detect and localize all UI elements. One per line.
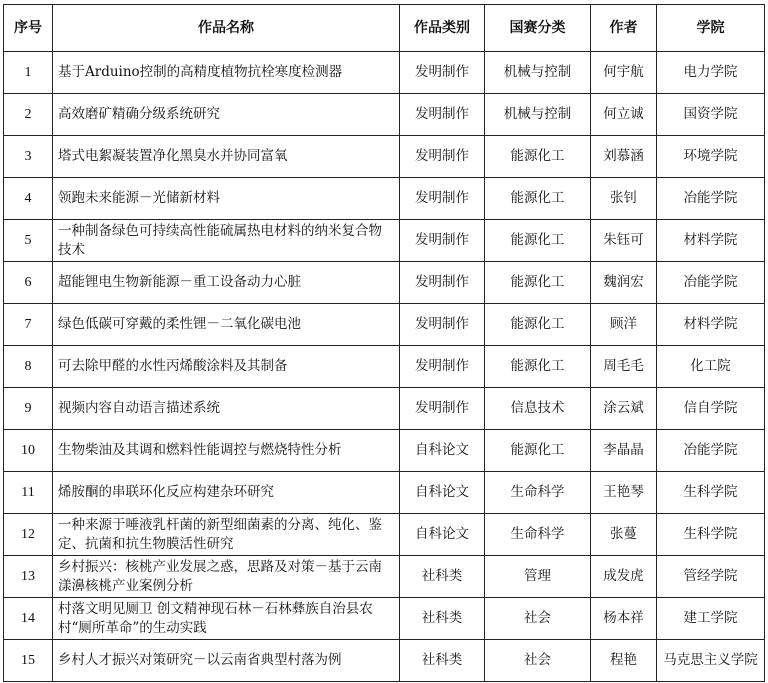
table-row — [4, 304, 765, 346]
cell-title: 高效磨矿精确分级系统研究 — [53, 94, 400, 136]
cell-index: 3 — [4, 136, 53, 178]
cell-college: 国资学院 — [657, 94, 765, 136]
header-college: 学院 — [657, 5, 765, 52]
cell-index: 12 — [4, 514, 53, 556]
cell-national-class: 信息技术 — [485, 388, 591, 430]
header-national-class: 国赛分类 — [485, 5, 591, 52]
cell-national-class: 机械与控制 — [485, 94, 591, 136]
cell-national-class: 管理 — [485, 556, 591, 598]
table-row — [4, 598, 765, 640]
cell-index: 1 — [4, 52, 53, 94]
cell-category: 自科论文 — [400, 472, 485, 514]
cell-title: 可去除甲醛的水性丙烯酸涂料及其制备 — [53, 346, 400, 388]
cell-author: 顾洋 — [591, 304, 657, 346]
table-body — [4, 52, 765, 682]
cell-category: 发明制作 — [400, 304, 485, 346]
header-author: 作者 — [591, 5, 657, 52]
cell-index: 15 — [4, 640, 53, 682]
cell-national-class: 社会 — [485, 598, 591, 640]
cell-title: 视频内容自动语言描述系统 — [53, 388, 400, 430]
works-table — [3, 4, 765, 682]
cell-author: 何立诚 — [591, 94, 657, 136]
cell-national-class: 能源化工 — [485, 430, 591, 472]
cell-author: 朱钰可 — [591, 220, 657, 262]
cell-author: 成发虎 — [591, 556, 657, 598]
cell-national-class: 社会 — [485, 640, 591, 682]
table-row — [4, 178, 765, 220]
cell-national-class: 生命科学 — [485, 472, 591, 514]
cell-category: 发明制作 — [400, 262, 485, 304]
cell-author: 刘慕涵 — [591, 136, 657, 178]
cell-national-class: 生命科学 — [485, 514, 591, 556]
cell-college: 建工学院 — [657, 598, 765, 640]
cell-index: 11 — [4, 472, 53, 514]
cell-college: 材料学院 — [657, 220, 765, 262]
cell-national-class: 能源化工 — [485, 178, 591, 220]
table-row — [4, 472, 765, 514]
header-category: 作品类别 — [400, 5, 485, 52]
cell-category: 发明制作 — [400, 346, 485, 388]
cell-title: 一种来源于唾液乳杆菌的新型细菌素的分离、纯化、鉴定、抗菌和抗生物膜活性研究 — [53, 514, 400, 556]
table-row — [4, 388, 765, 430]
cell-title: 乡村振兴：核桃产业发展之惑，思路及对策－基于云南漾濞核桃产业案例分析 — [53, 556, 400, 598]
cell-index: 9 — [4, 388, 53, 430]
cell-author: 周毛毛 — [591, 346, 657, 388]
cell-college: 生科学院 — [657, 514, 765, 556]
cell-index: 7 — [4, 304, 53, 346]
cell-title: 乡村人才振兴对策研究－以云南省典型村落为例 — [53, 640, 400, 682]
cell-national-class: 能源化工 — [485, 304, 591, 346]
cell-college: 环境学院 — [657, 136, 765, 178]
cell-title: 超能锂电生物新能源－重工设备动力心脏 — [53, 262, 400, 304]
cell-category: 自科论文 — [400, 430, 485, 472]
cell-national-class: 能源化工 — [485, 220, 591, 262]
cell-national-class: 能源化工 — [485, 262, 591, 304]
cell-college: 信自学院 — [657, 388, 765, 430]
cell-title: 村落文明见厕卫 创文精神现石林－石林彝族自治县农村“厕所革命”的生动实践 — [53, 598, 400, 640]
cell-title: 一种制备绿色可持续高性能硫属热电材料的纳米复合物技术 — [53, 220, 400, 262]
cell-college: 冶能学院 — [657, 262, 765, 304]
cell-title: 基于Arduino控制的高精度植物抗栓寒度检测器 — [53, 52, 400, 94]
cell-national-class: 能源化工 — [485, 136, 591, 178]
cell-title: 绿色低碳可穿戴的柔性锂－二氧化碳电池 — [53, 304, 400, 346]
cell-college: 管经学院 — [657, 556, 765, 598]
table-header-row — [4, 5, 765, 52]
cell-college: 电力学院 — [657, 52, 765, 94]
cell-category: 发明制作 — [400, 136, 485, 178]
cell-index: 14 — [4, 598, 53, 640]
table-row — [4, 94, 765, 136]
table-row — [4, 556, 765, 598]
cell-author: 王艳琴 — [591, 472, 657, 514]
cell-category: 社科类 — [400, 598, 485, 640]
table-row — [4, 52, 765, 94]
cell-category: 社科类 — [400, 640, 485, 682]
cell-index: 8 — [4, 346, 53, 388]
table-row — [4, 640, 765, 682]
cell-title: 领跑未来能源－光储新材料 — [53, 178, 400, 220]
cell-author: 张钊 — [591, 178, 657, 220]
table-row — [4, 262, 765, 304]
cell-category: 发明制作 — [400, 388, 485, 430]
cell-college: 化工院 — [657, 346, 765, 388]
cell-title: 生物柴油及其调和燃料性能调控与燃烧特性分析 — [53, 430, 400, 472]
cell-author: 李晶晶 — [591, 430, 657, 472]
cell-college: 冶能学院 — [657, 178, 765, 220]
cell-college: 材料学院 — [657, 304, 765, 346]
cell-index: 2 — [4, 94, 53, 136]
cell-author: 杨本祥 — [591, 598, 657, 640]
cell-index: 10 — [4, 430, 53, 472]
cell-college: 马克思主义学院 — [657, 640, 765, 682]
cell-category: 发明制作 — [400, 52, 485, 94]
cell-author: 张蔓 — [591, 514, 657, 556]
header-title: 作品名称 — [53, 5, 400, 52]
cell-national-class: 机械与控制 — [485, 52, 591, 94]
table-row — [4, 220, 765, 262]
cell-author: 何宇航 — [591, 52, 657, 94]
header-index: 序号 — [4, 5, 53, 52]
cell-national-class: 能源化工 — [485, 346, 591, 388]
cell-author: 程艳 — [591, 640, 657, 682]
cell-title: 烯胺酮的串联环化反应构建杂环研究 — [53, 472, 400, 514]
cell-author: 涂云斌 — [591, 388, 657, 430]
table-row — [4, 514, 765, 556]
cell-category: 发明制作 — [400, 178, 485, 220]
cell-index: 6 — [4, 262, 53, 304]
cell-category: 发明制作 — [400, 220, 485, 262]
cell-college: 冶能学院 — [657, 430, 765, 472]
cell-category: 自科论文 — [400, 514, 485, 556]
table-row — [4, 346, 765, 388]
cell-category: 社科类 — [400, 556, 485, 598]
table-row — [4, 136, 765, 178]
cell-college: 生科学院 — [657, 472, 765, 514]
cell-index: 4 — [4, 178, 53, 220]
table-row — [4, 430, 765, 472]
cell-index: 5 — [4, 220, 53, 262]
cell-title: 塔式电絮凝装置净化黑臭水并协同富氧 — [53, 136, 400, 178]
cell-author: 魏润宏 — [591, 262, 657, 304]
cell-index: 13 — [4, 556, 53, 598]
cell-category: 发明制作 — [400, 94, 485, 136]
